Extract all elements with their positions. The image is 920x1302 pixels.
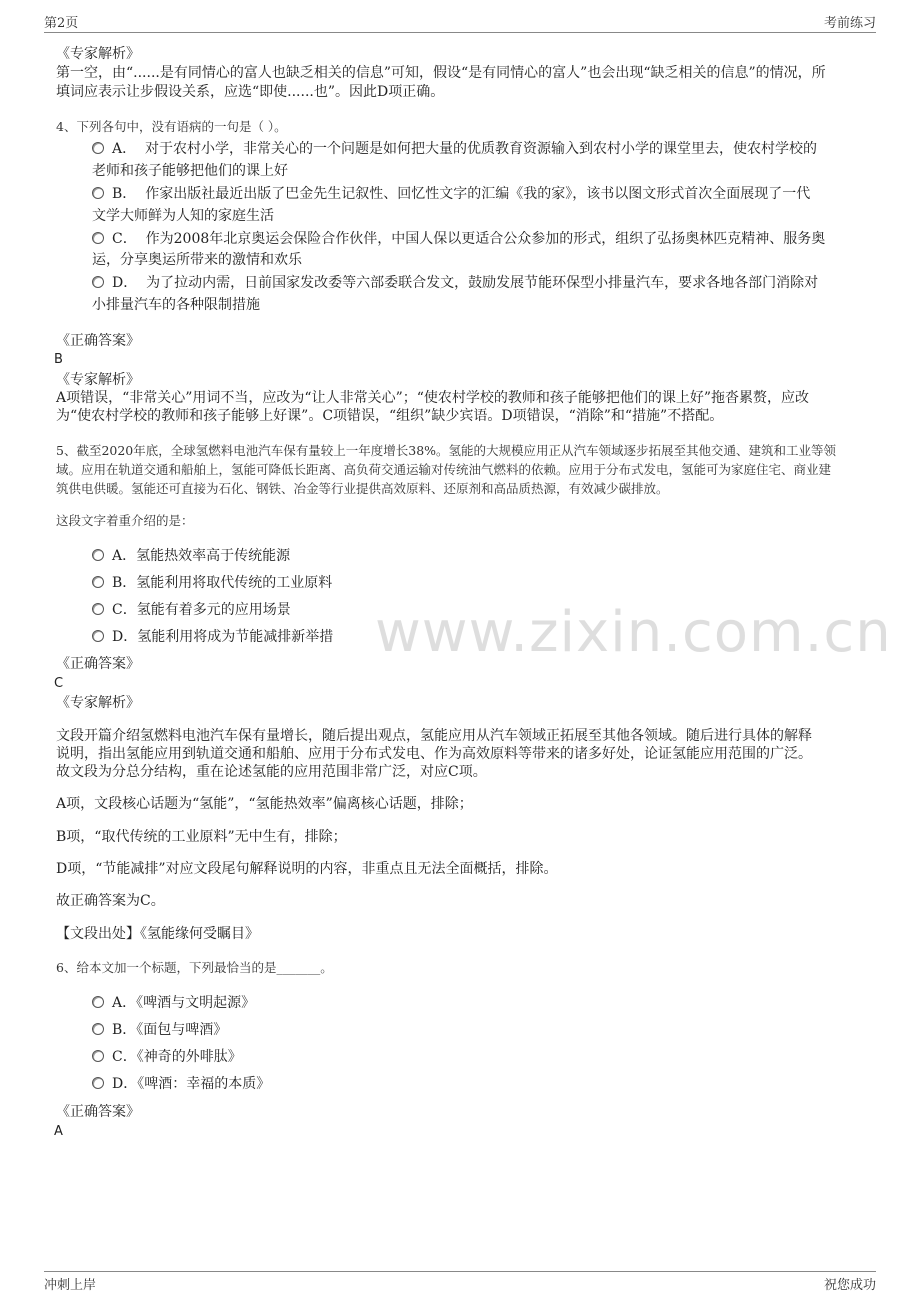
radio-icon[interactable] [92, 1023, 104, 1035]
q6-option-c[interactable]: C．《神奇的外啡肽》 [92, 1046, 242, 1068]
q5-analysis-label: 《专家解析》 [56, 695, 140, 711]
radio-icon[interactable] [92, 232, 104, 244]
q3-analysis-line: 第一空，由“......是有同情心的富人也缺乏相关的信息”可知，假设“是有同情心的富人”也会出现“缺乏相关的信息”的情况，所 [56, 65, 826, 81]
page-footer [44, 1271, 876, 1296]
q6-blank: _______ [276, 960, 321, 975]
q4-option-b-cont: 文学大师鲜为人知的家庭生活 [92, 208, 274, 224]
q4-option-a[interactable]: A． 对于农村小学，非常关心的一个问题是如何把大量的优质教育资源输入到农村小学的课堂里去，使农村学校的 [92, 138, 817, 160]
q5-analysis-a: A项，文段核心话题为“氢能”，“氢能热效率”偏离核心话题，排除； [56, 796, 473, 812]
q5-option-a[interactable]: A．氢能热效率高于传统能源 [92, 545, 290, 567]
footer-right: 祝您成功 [823, 1278, 876, 1293]
radio-icon[interactable] [92, 1050, 104, 1062]
radio-icon[interactable] [92, 1077, 104, 1089]
q5-option-b[interactable]: B．氢能利用将取代传统的工业原料 [92, 572, 332, 594]
q4-option-c-cont: 运，分享奥运所带来的激情和欢乐 [92, 252, 302, 268]
q5-analysis-line: 文段开篇介绍氢燃料电池汽车保有量增长，随后提出观点，氢能应用从汽车领域正拓展至其他各领域。随后进行具体的解释 [56, 728, 812, 744]
q5-stem-line: 5、截至2020年底，全球氢燃料电池汽车保有量较上一年度增长38%。氢能的大规模应用正从汽车领域逐步拓展至其他交通、建筑和工业等领 [56, 443, 837, 458]
q6-stem: 6、给本文加一个标题，下列最恰当的是_______。 [56, 960, 333, 975]
page-number: 第2页 [44, 16, 79, 31]
q4-stem: 4、下列各句中，没有语病的一句是（ ）。 [56, 119, 287, 134]
radio-icon[interactable] [92, 187, 104, 199]
q6-answer: A [54, 1124, 63, 1139]
q5-analysis-line: 故文段为分总分结构，重在论述氢能的应用范围非常广泛，对应C项。 [56, 764, 487, 780]
q6-option-a[interactable]: A．《啤酒与文明起源》 [92, 992, 255, 1014]
q4-option-c[interactable]: C． 作为2008年北京奥运会保险合作伙伴，中国人保以更适合公众参加的形式，组织了弘扬奥林匹克精神、服务奥 [92, 228, 825, 250]
q5-stem-line: 域。应用在轨道交通和船舶上，氢能可降低长距离、高负荷交通运输对传统油气燃料的依赖。应用于分布式发电，氢能可为家庭住宅、商业建 [56, 462, 832, 477]
radio-icon[interactable] [92, 996, 104, 1008]
q5-source: 【文段出处】《氢能缘何受瞩目》 [56, 926, 259, 942]
q5-analysis-d: D项，“节能减排”对应文段尾句解释说明的内容，非重点且无法全面概括，排除。 [56, 861, 558, 877]
q4-option-d-cont: 小排量汽车的各种限制措施 [92, 297, 260, 313]
page-header [44, 12, 876, 33]
q6-option-b[interactable]: B．《面包与啤酒》 [92, 1019, 227, 1041]
q5-option-d[interactable]: D．氢能利用将成为节能减排新举措 [92, 626, 333, 648]
q4-analysis-line: 为“使农村学校的教师和孩子能够上好课”。C项错误，“组织”缺少宾语。D项错误，“消除”和“措施”不搭配。 [56, 408, 724, 424]
q6-option-d[interactable]: D．《啤酒：幸福的本质》 [92, 1073, 270, 1095]
q5-answer-label: 《正确答案》 [56, 656, 140, 672]
watermark-text: www.zixin.com.cn [375, 600, 892, 665]
q6-answer-label: 《正确答案》 [56, 1104, 140, 1120]
header-title: 考前练习 [823, 16, 876, 31]
q3-analysis-line: 填词应表示让步假设关系，应选“即使......也”。因此D项正确。 [56, 84, 445, 100]
q4-answer-label: 《正确答案》 [56, 333, 140, 349]
radio-icon[interactable] [92, 603, 104, 615]
radio-icon[interactable] [92, 549, 104, 561]
q4-option-b[interactable]: B． 作家出版社最近出版了巴金先生记叙性、回忆性文字的汇编《我的家》，该书以图文形式首次全面展现了一代 [92, 183, 810, 205]
q5-analysis-line: 说明，指出氢能应用到轨道交通和船舶、应用于分布式发电、作为高效原料等带来的诸多好处，论证氢能应用范围的广泛。 [56, 746, 812, 762]
q5-analysis-b: B项，“取代传统的工业原料”无中生有，排除； [56, 829, 347, 845]
footer-left: 冲刺上岸 [44, 1278, 97, 1293]
q5-option-c[interactable]: C．氢能有着多元的应用场景 [92, 599, 291, 621]
radio-icon[interactable] [92, 576, 104, 588]
q4-analysis-label: 《专家解析》 [56, 372, 140, 388]
q5-conclusion: 故正确答案为C。 [56, 893, 165, 909]
q5-question: 这段文字着重介绍的是： [56, 513, 194, 528]
q3-analysis-label: 《专家解析》 [56, 46, 140, 62]
radio-icon[interactable] [92, 276, 104, 288]
radio-icon[interactable] [92, 142, 104, 154]
q5-stem-line: 筑供电供暖。氢能还可直接为石化、钢铁、冶金等行业提供高效原料、还原剂和高品质热源，有效减少碳排放。 [56, 481, 669, 496]
q5-answer: C [54, 676, 64, 691]
q4-answer: B [54, 352, 63, 367]
radio-icon[interactable] [92, 630, 104, 642]
q4-option-a-cont: 老师和孩子能够把他们的课上好 [92, 163, 288, 179]
q4-analysis-line: A项错误，“非常关心”用词不当，应改为“让人非常关心”；“使农村学校的教师和孩子能够把他们的课上好”拖沓累赘，应改 [56, 390, 810, 406]
q4-option-d[interactable]: D． 为了拉动内需，日前国家发改委等六部委联合发文，鼓励发展节能环保型小排量汽车，要求各地各部门消除对 [92, 272, 818, 294]
